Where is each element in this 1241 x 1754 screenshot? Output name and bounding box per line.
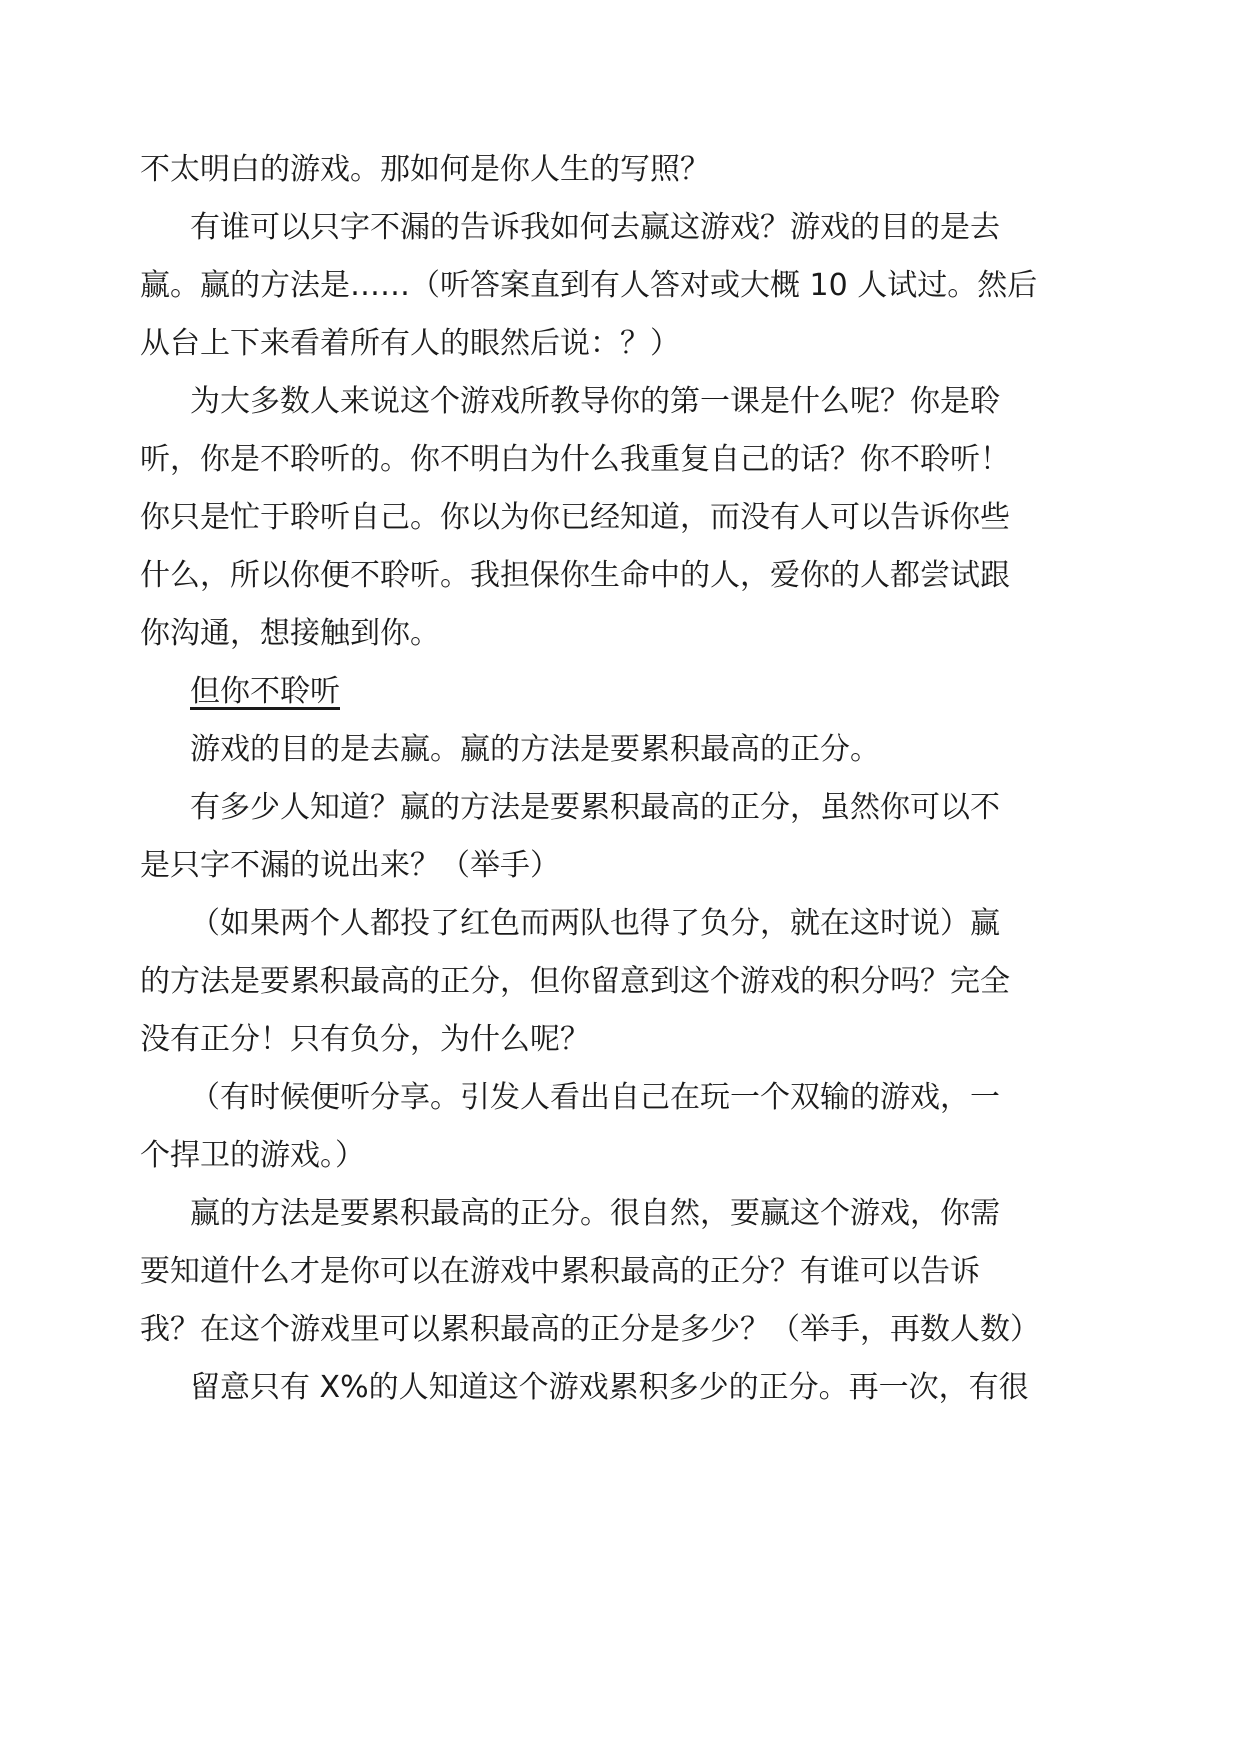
text-line-8: 什么，所以你便不聆听。我担保你生命中的人，爱你的人都尝试跟 xyxy=(140,558,1010,593)
text-line-1: 不太明白的游戏。那如何是你人生的写照？ xyxy=(140,152,710,187)
text-line-22: 留意只有 X%的人知道这个游戏累积多少的正分。再一次，有很 xyxy=(190,1370,1029,1405)
text-line-12: 有多少人知道？赢的方法是要累积最高的正分，虽然你可以不 xyxy=(190,790,1000,825)
text-line-4: 从台上下来看着所有人的眼然后说：？） xyxy=(140,326,680,361)
text-line-11: 游戏的目的是去赢。赢的方法是要累积最高的正分。 xyxy=(190,732,880,767)
text-line-3: 赢。赢的方法是……（听答案直到有人答对或大概 10 人试过。然后 xyxy=(140,268,1038,303)
text-line-7: 你只是忙于聆听自己。你以为你已经知道，而没有人可以告诉你些 xyxy=(140,500,1010,535)
text-line-20: 要知道什么才是你可以在游戏中累积最高的正分？有谁可以告诉 xyxy=(140,1254,980,1289)
text-line-2: 有谁可以只字不漏的告诉我如何去赢这游戏？游戏的目的是去 xyxy=(190,210,1000,245)
text-line-5: 为大多数人来说这个游戏所教导你的第一课是什么呢？你是聆 xyxy=(190,384,1000,419)
text-line-15: 的方法是要累积最高的正分，但你留意到这个游戏的积分吗？完全 xyxy=(140,964,1010,999)
text-line-18: 个捍卫的游戏。） xyxy=(140,1138,365,1173)
text-line-9: 你沟通，想接触到你。 xyxy=(140,616,440,651)
text-line-17: （有时候便听分享。引发人看出自己在玩一个双输的游戏，一 xyxy=(190,1080,1000,1115)
text-line-14: （如果两个人都投了红色而两队也得了负分，就在这时说）赢 xyxy=(190,906,1000,941)
text-line-13: 是只字不漏的说出来？（举手） xyxy=(140,848,560,883)
text-line-19: 赢的方法是要累积最高的正分。很自然，要赢这个游戏，你需 xyxy=(190,1196,1000,1231)
text-line-16: 没有正分！只有负分，为什么呢？ xyxy=(140,1022,590,1057)
text-line-6: 听，你是不聆听的。你不明白为什么我重复自己的话？你不聆听！ xyxy=(140,442,1010,477)
text-line-21: 我？在这个游戏里可以累积最高的正分是多少？（举手，再数人数） xyxy=(140,1312,1040,1347)
underlined-line: 但你不聆听 xyxy=(190,674,340,709)
